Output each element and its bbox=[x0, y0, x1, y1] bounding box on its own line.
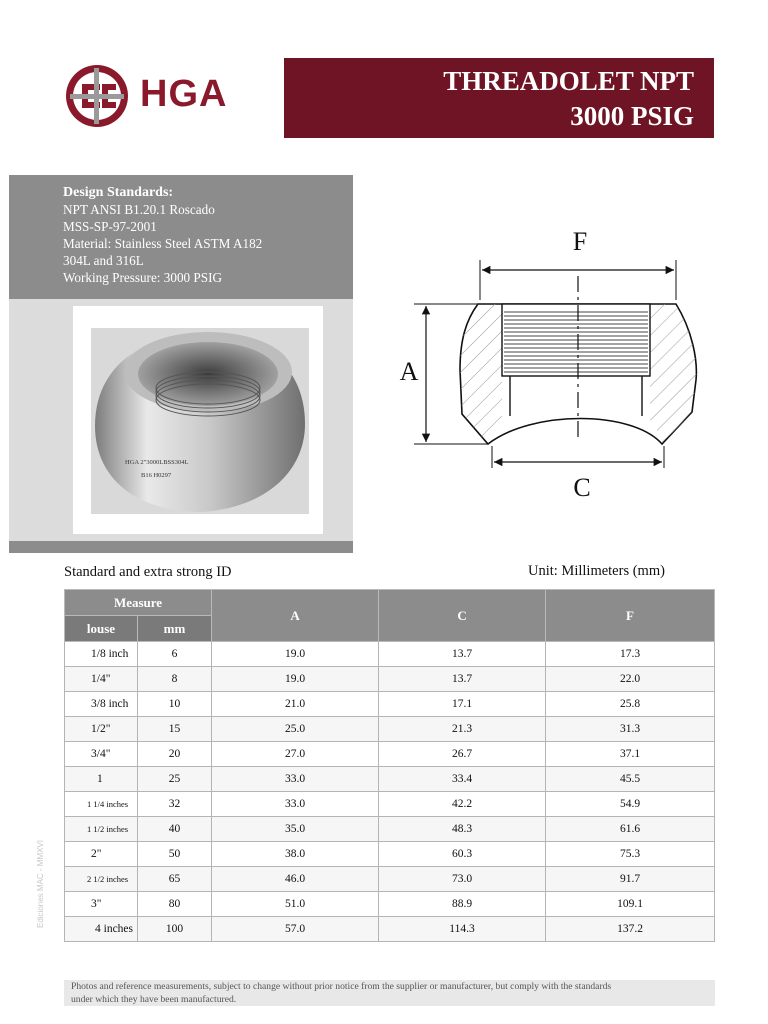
cell-inch: 3" bbox=[65, 892, 138, 917]
table-row bbox=[65, 917, 715, 942]
cell-c: 88.9 bbox=[379, 892, 546, 917]
cell-a: 57.0 bbox=[212, 917, 379, 942]
dimension-label-f: F bbox=[572, 227, 588, 256]
cell-inch: 2 1/2 inches bbox=[65, 867, 138, 892]
cell-f: 45.5 bbox=[546, 767, 715, 792]
table-row bbox=[65, 717, 715, 742]
table-row bbox=[65, 792, 715, 817]
cell-c: 42.2 bbox=[379, 792, 546, 817]
product-title: THREADOLET NPT bbox=[443, 66, 694, 96]
table-row bbox=[65, 742, 715, 767]
header-f: F bbox=[546, 590, 715, 642]
photo-marking-line2: B16 H0297 bbox=[141, 472, 172, 479]
cell-c: 21.3 bbox=[379, 717, 546, 742]
cell-inch: 2" bbox=[65, 842, 138, 867]
panel-bottom-bar bbox=[9, 541, 353, 553]
cell-a: 19.0 bbox=[212, 642, 379, 667]
cell-mm: 40 bbox=[138, 817, 212, 842]
standards-line: Working Pressure: 3000 PSIG bbox=[63, 270, 223, 285]
cell-f: 75.3 bbox=[546, 842, 715, 867]
cell-a: 51.0 bbox=[212, 892, 379, 917]
cell-a: 38.0 bbox=[212, 842, 379, 867]
cell-mm: 65 bbox=[138, 867, 212, 892]
cell-f: 37.1 bbox=[546, 742, 715, 767]
table-row bbox=[65, 817, 715, 842]
cell-mm: 80 bbox=[138, 892, 212, 917]
cell-c: 114.3 bbox=[379, 917, 546, 942]
company-logo-text: HGA bbox=[140, 73, 228, 115]
standards-line: MSS-SP-97-2001 bbox=[63, 219, 157, 234]
standards-heading: Design Standards: bbox=[63, 185, 174, 200]
cell-inch: 1/4" bbox=[65, 667, 138, 692]
table-row bbox=[65, 667, 715, 692]
cell-f: 137.2 bbox=[546, 917, 715, 942]
standards-line: NPT ANSI B1.20.1 Roscado bbox=[63, 202, 215, 217]
cell-inch: 1 bbox=[65, 767, 138, 792]
cell-f: 17.3 bbox=[546, 642, 715, 667]
cell-f: 54.9 bbox=[546, 792, 715, 817]
footer-line: under which they have been manufactured. bbox=[71, 993, 237, 1005]
table-row bbox=[65, 767, 715, 792]
cell-inch: 1/8 inch bbox=[65, 642, 138, 667]
table-caption: Standard and extra strong ID bbox=[64, 564, 232, 580]
footer-disclaimer bbox=[64, 980, 715, 1006]
product-pressure-class: 3000 PSIG bbox=[570, 101, 694, 131]
product-photo bbox=[73, 306, 323, 534]
standards-line: 304L and 316L bbox=[63, 253, 144, 268]
dimension-label-c: C bbox=[573, 473, 591, 502]
cell-c: 48.3 bbox=[379, 817, 546, 842]
cell-a: 25.0 bbox=[212, 717, 379, 742]
cell-mm: 20 bbox=[138, 742, 212, 767]
cell-c: 13.7 bbox=[379, 642, 546, 667]
cell-a: 19.0 bbox=[212, 667, 379, 692]
cell-c: 17.1 bbox=[379, 692, 546, 717]
cell-c: 60.3 bbox=[379, 842, 546, 867]
cell-f: 22.0 bbox=[546, 667, 715, 692]
header-a: A bbox=[212, 590, 379, 642]
header-c: C bbox=[379, 590, 546, 642]
table-row bbox=[65, 892, 715, 917]
cell-inch: 1 1/2 inches bbox=[65, 817, 138, 842]
cell-mm: 8 bbox=[138, 667, 212, 692]
cell-a: 33.0 bbox=[212, 792, 379, 817]
cell-mm: 6 bbox=[138, 642, 212, 667]
cell-f: 91.7 bbox=[546, 867, 715, 892]
cell-inch: 1 1/4 inches bbox=[65, 792, 138, 817]
table-row bbox=[65, 842, 715, 867]
cell-mm: 15 bbox=[138, 717, 212, 742]
product-title-banner bbox=[284, 58, 714, 138]
cell-f: 31.3 bbox=[546, 717, 715, 742]
unit-caption: Unit: Millimeters (mm) bbox=[528, 563, 665, 579]
table-row bbox=[65, 642, 715, 667]
side-watermark: Ediciones MAC - MMXVI bbox=[36, 839, 45, 928]
table-row bbox=[65, 692, 715, 717]
header-measure: Measure bbox=[65, 590, 212, 616]
dimensions-table bbox=[64, 589, 715, 942]
cell-inch: 4 inches bbox=[65, 917, 138, 942]
cell-mm: 100 bbox=[138, 917, 212, 942]
hga-logo-icon bbox=[64, 64, 130, 128]
cell-inch: 3/8 inch bbox=[65, 692, 138, 717]
cell-f: 61.6 bbox=[546, 817, 715, 842]
cell-a: 46.0 bbox=[212, 867, 379, 892]
standards-line: Material: Stainless Steel ASTM A182 bbox=[63, 236, 263, 251]
cell-mm: 50 bbox=[138, 842, 212, 867]
cell-c: 13.7 bbox=[379, 667, 546, 692]
cell-c: 26.7 bbox=[379, 742, 546, 767]
table-row bbox=[65, 867, 715, 892]
cell-c: 33.4 bbox=[379, 767, 546, 792]
cell-mm: 32 bbox=[138, 792, 212, 817]
threadolet-dimension-diagram bbox=[392, 220, 722, 510]
cell-inch: 1/2" bbox=[65, 717, 138, 742]
design-standards-panel bbox=[9, 175, 353, 299]
cell-a: 33.0 bbox=[212, 767, 379, 792]
cell-f: 25.8 bbox=[546, 692, 715, 717]
cell-a: 21.0 bbox=[212, 692, 379, 717]
footer-line: Photos and reference measurements, subject to change without prior notice from the supplier or manufacturer, but comply with the standards bbox=[71, 981, 612, 992]
cell-mm: 10 bbox=[138, 692, 212, 717]
cell-mm: 25 bbox=[138, 767, 212, 792]
threadolet-photo-illustration bbox=[73, 306, 323, 534]
cell-f: 109.1 bbox=[546, 892, 715, 917]
header-mm: mm bbox=[138, 616, 212, 642]
cell-inch: 3/4" bbox=[65, 742, 138, 767]
photo-marking-line1: HGA 2"3000LBSS304L bbox=[125, 459, 189, 466]
header-inch: louse bbox=[65, 616, 138, 642]
cell-a: 27.0 bbox=[212, 742, 379, 767]
cell-a: 35.0 bbox=[212, 817, 379, 842]
dimension-label-a: A bbox=[399, 357, 419, 386]
cell-c: 73.0 bbox=[379, 867, 546, 892]
